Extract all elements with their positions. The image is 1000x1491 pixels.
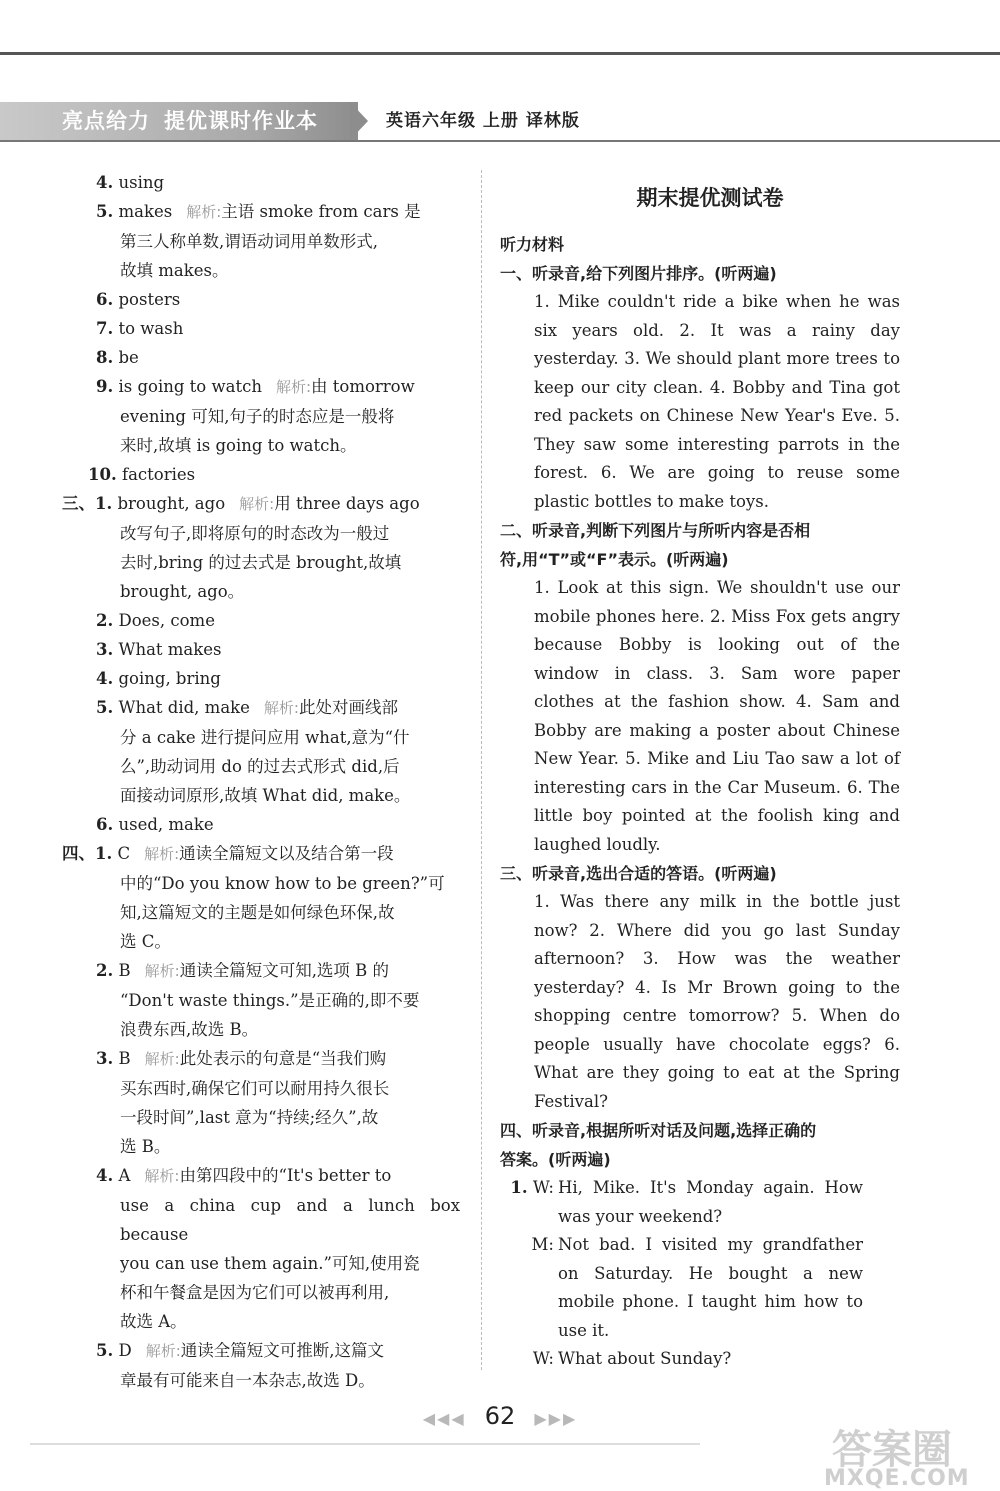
- brand-name: 亮点给力: [62, 109, 150, 133]
- speaker-label: 1. W:: [510, 1178, 554, 1197]
- analysis-label: 解析:: [145, 1342, 181, 1360]
- item-number: 2.: [96, 611, 114, 630]
- section-heading-cont: 符,用“T”或“F”表示。(听两遍): [500, 550, 729, 569]
- bottom-rule: [30, 1443, 700, 1445]
- answer-line-continued: 章最有可能来自一本杂志,故选 D。: [120, 1371, 375, 1390]
- answer-text: D: [118, 1341, 132, 1360]
- answer-text: brought, ago: [117, 494, 226, 513]
- section-heading-cont: 答案。(听两遍): [500, 1150, 611, 1169]
- answer-line: [62, 606, 460, 635]
- answer-text: posters: [118, 290, 181, 309]
- listening-section-2: [500, 516, 900, 859]
- analysis-label: 解析:: [144, 962, 180, 980]
- section-text: 1. Look at this sign. We shouldn't use our mobile phones here. 2. Miss Fox gets angry because Bobby is looking out of the window in class. 3. Sam wore paper clothes at the fashion show. 4. Sam and Bobby are making a poster about Chinese New Year. 5. Mike and Liu Tao saw a lot of interesting cars in the Car Museum. 6. The little boy pointed at the foolish king and laughed loudly.: [534, 578, 900, 854]
- answer-line: [62, 1161, 460, 1191]
- listening-column: [500, 168, 900, 1374]
- section-heading: 一、听录音,给下列图片排序。(听两遍): [500, 264, 777, 283]
- watermark-url: MXQE.COM: [824, 1466, 970, 1491]
- answer-text: factories: [121, 465, 196, 484]
- answer-line: [62, 1044, 460, 1074]
- answer-line: [62, 343, 460, 372]
- answer-text: used, make: [118, 815, 214, 834]
- answer-line-continued: 知,这篇短文的主题是如何绿色环保,故: [120, 903, 395, 922]
- item-number: 5.: [96, 1341, 114, 1360]
- answer-line: [62, 372, 460, 402]
- answer-line: [62, 693, 460, 723]
- answer-line-continued: brought, ago。: [120, 582, 245, 601]
- section-text: 1. Mike couldn't ride a bike when he was six years old. 2. It was a rainy day yesterday. 3. We should plant more trees to keep our city clean. 4. Bobby and Tina got red packets on Chinese New Year's Eve. 5. They saw some interesting parrots in the forest. 6. We are going to reuse some plastic bottles to make toys.: [534, 292, 900, 511]
- right-arrows-icon: ▶▶▶: [534, 1409, 578, 1428]
- dialogue-text: What about Sunday?: [558, 1349, 732, 1368]
- answer-line-continued: 么”,助动词用 do 的过去式形式 did,后: [120, 757, 400, 776]
- answer-line: [62, 635, 460, 664]
- answer-line-continued: 分 a cake 进行提问应用 what,意为“什: [120, 728, 410, 747]
- analysis-label: 解析:: [263, 699, 299, 717]
- answer-text: using: [118, 173, 165, 192]
- section-number: 四、: [62, 844, 95, 863]
- answer-text: going, bring: [118, 669, 221, 688]
- answer-text: B: [118, 1049, 131, 1068]
- item-number: 4.: [96, 173, 114, 192]
- answer-text: to wash: [118, 319, 184, 338]
- section-number: 三、: [62, 494, 95, 513]
- answer-text: C: [117, 844, 131, 863]
- dialogue-text: Not bad. I visited my grandfather on Saturday. He bought a new mobile phone. I taught him how to use it.: [558, 1235, 863, 1340]
- analysis-label: 解析:: [186, 203, 222, 221]
- analysis-text: 此处表示的句意是“当我们购: [179, 1049, 387, 1068]
- answer-line: [62, 460, 460, 489]
- item-number: 6.: [96, 290, 114, 309]
- answer-line-continued: 选 B。: [120, 1137, 171, 1156]
- analysis-text: 主语 smoke from cars 是: [221, 202, 421, 221]
- analysis-label: 解析:: [144, 845, 180, 863]
- item-number: 5.: [96, 202, 114, 221]
- item-number: 3.: [96, 1049, 114, 1068]
- answer-line-continued: you can use them again.”可知,使用瓷: [120, 1254, 420, 1273]
- item-number: 7.: [96, 319, 114, 338]
- answer-text: What makes: [118, 640, 222, 659]
- item-number: 3.: [96, 640, 114, 659]
- page-number: 62: [484, 1402, 516, 1430]
- answer-line-continued: 故选 A。: [120, 1312, 187, 1331]
- header-arrow-shape: [350, 102, 368, 140]
- watermark-logo: 答案圈: [832, 1427, 952, 1473]
- series-name: 提优课时作业本: [164, 109, 318, 133]
- answer-line-continued: 杯和午餐盒是因为它们可以被再利用,: [120, 1283, 390, 1302]
- item-number: 5.: [96, 698, 114, 717]
- answer-line-continued: 第三人称单数,谓语动词用单数形式,: [120, 232, 378, 251]
- answer-text: makes: [118, 202, 173, 221]
- answer-line-continued: 中的“Do you know how to be green?”可: [120, 874, 445, 893]
- subject-label: 英语六年级 上册 译林版: [386, 111, 580, 131]
- header-banner: [0, 102, 358, 140]
- section-heading: 四、听录音,根据所听对话及问题,选择正确的: [500, 1121, 817, 1140]
- analysis-text: 通读全篇短文可推断,这篇文: [180, 1341, 385, 1360]
- top-rule: [0, 52, 1000, 55]
- answer-line: [62, 664, 460, 693]
- answer-text: B: [118, 961, 131, 980]
- item-number: 2.: [96, 961, 114, 980]
- answer-line-continued: 一段时间”,last 意为“持续;经久”,故: [120, 1108, 379, 1127]
- answer-text: be: [118, 348, 139, 367]
- answer-line-continued: “Don't waste things.”是正确的,即不要: [120, 991, 420, 1010]
- listening-section-3: [500, 859, 900, 1116]
- answer-text: is going to watch: [118, 377, 262, 396]
- item-number: 6.: [96, 815, 114, 834]
- left-arrows-icon: ◀◀◀: [422, 1409, 466, 1428]
- answer-line-continued: 来时,故填 is going to watch。: [120, 436, 357, 455]
- column-divider: [481, 170, 482, 1370]
- answer-line: [62, 197, 460, 227]
- analysis-label: 解析:: [144, 1167, 180, 1185]
- item-number: 4.: [96, 669, 114, 688]
- item-number: 8.: [96, 348, 114, 367]
- exam-title: 期末提优测试卷: [636, 186, 784, 210]
- dialogue-line: [500, 1345, 900, 1374]
- answer-column: [62, 168, 460, 1395]
- speaker-label: M:: [531, 1235, 554, 1254]
- item-number: 1.: [95, 844, 113, 863]
- answer-line-continued: 选 C。: [120, 932, 171, 951]
- answer-line: [62, 839, 460, 869]
- dialogue-text: Hi, Mike. It's Monday again. How was your weekend?: [558, 1178, 863, 1226]
- listening-section-4: [500, 1116, 900, 1374]
- answer-line-continued: use a china cup and a lunch box because: [120, 1196, 460, 1244]
- analysis-text: 由 tomorrow: [311, 377, 415, 396]
- answer-line: [62, 314, 460, 343]
- analysis-text: 通读全篇短文以及结合第一段: [179, 844, 394, 863]
- answer-line: [62, 168, 460, 197]
- section-subtitle: 听力材料: [500, 235, 565, 254]
- dialogue-line: [500, 1174, 900, 1231]
- item-number: 9.: [96, 377, 114, 396]
- answer-line: [62, 810, 460, 839]
- analysis-label: 解析:: [144, 1050, 180, 1068]
- analysis-label: 解析:: [275, 378, 312, 396]
- answer-line-continued: 故填 makes。: [120, 261, 229, 280]
- answer-line-continued: evening 可知,句子的时态应是一般将: [120, 407, 395, 426]
- analysis-label: 解析:: [239, 495, 275, 513]
- dialogue-line: [500, 1231, 900, 1345]
- answer-text: A: [118, 1166, 131, 1185]
- answer-line-continued: 买东西时,确保它们可以耐用持久很长: [120, 1079, 390, 1098]
- answer-line: [62, 285, 460, 314]
- analysis-text: 通读全篇短文可知,选项 B 的: [179, 961, 390, 980]
- item-number: 1.: [95, 494, 113, 513]
- answer-text: What did, make: [118, 698, 250, 717]
- speaker-label: W:: [532, 1349, 554, 1368]
- analysis-text: 用 three days ago: [274, 494, 420, 513]
- answer-line: [62, 1336, 460, 1366]
- header-rule: [0, 140, 1000, 142]
- answer-line: [62, 956, 460, 986]
- listening-section-1: [500, 259, 900, 516]
- answer-line-continued: 改写句子,即将原句的时态改为一般过: [120, 524, 390, 543]
- answer-line-continued: 面接动词原形,故填 What did, make。: [120, 786, 411, 805]
- section-heading: 二、听录音,判断下列图片与所听内容是否相: [500, 521, 811, 540]
- answer-text: Does, come: [118, 611, 215, 630]
- answer-line-continued: 去时,bring 的过去式是 brought,故填: [120, 553, 402, 572]
- section-heading: 三、听录音,选出合适的答语。(听两遍): [500, 864, 777, 883]
- analysis-text: 此处对画线部: [298, 698, 398, 717]
- answer-line: [62, 489, 460, 519]
- page-header: [0, 102, 1000, 142]
- item-number: 10.: [88, 465, 117, 484]
- answer-line-continued: 浪费东西,故选 B。: [120, 1020, 259, 1039]
- analysis-text: 由第四段中的“It's better to: [179, 1166, 392, 1185]
- section-text: 1. Was there any milk in the bottle just now? 2. Where did you go last Sunday afternoon? 3. How was the weather yesterday? 4. Is Mr Brown going to the shopping centre tomorrow? 5. When do people usually have chocolate eggs? 6. What are they going to eat at the Spring Festival?: [534, 892, 900, 1111]
- item-number: 4.: [96, 1166, 114, 1185]
